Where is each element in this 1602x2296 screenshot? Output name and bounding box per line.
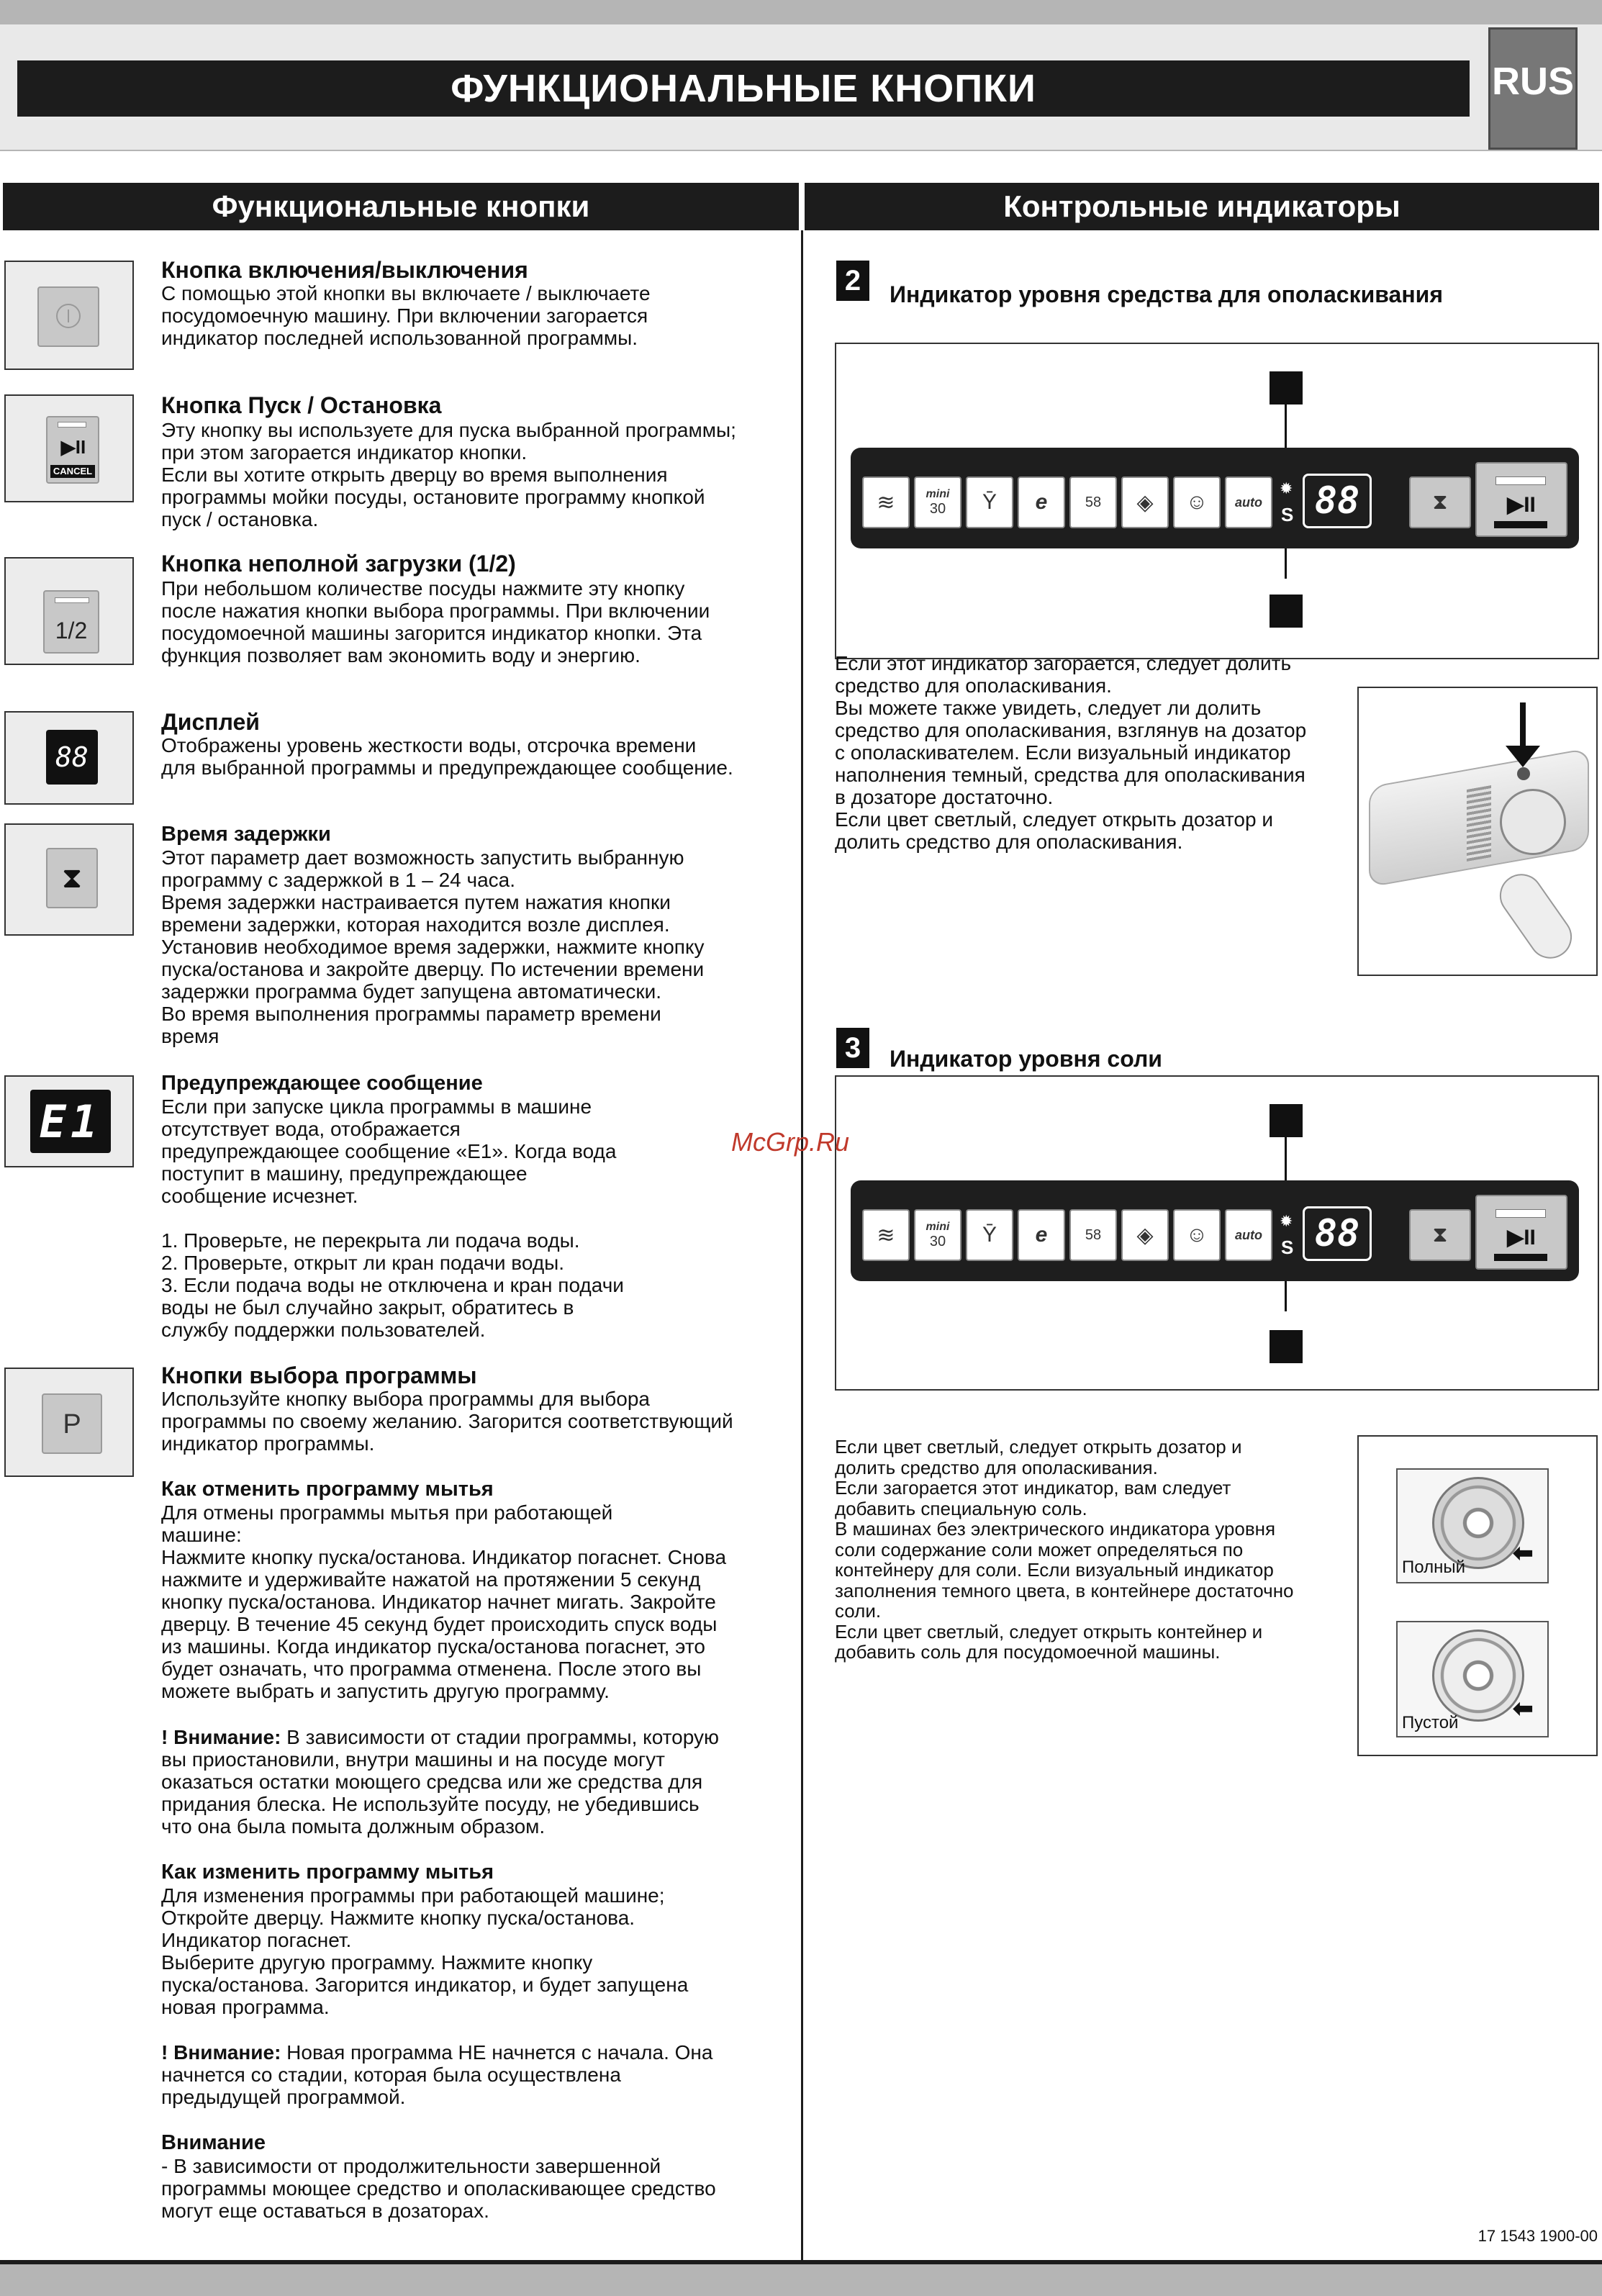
prewash-program-icon[interactable]: ≋ bbox=[862, 1209, 910, 1261]
display-text: Отображены уровень жесткости воды, отсрочка времени для выбранной программы и предупреждающее сообщение. bbox=[161, 734, 733, 779]
cancel-program-text: Для отмены программы мытья при работающей машине: Нажмите кнопку пуска/останова. Индикатор погаснет. Снова нажмите и удерживайте нажатой на протяжении 5 секунд кнопку пуска/останова. Индикатор начнет мигать. Закройте дверцу. В течение 45 секунд будет происходить спуск воды из машины. Когда индикатор пуска/останова погаснет, это будет означать, что программа отменена. После этого вы можете выбрать и запустить другую программу. bbox=[161, 1501, 727, 1702]
warning-steps: 1. Проверьте, не перекрыта ли подача воды. 2. Проверьте, открыт ли кран подачи воды. 3. Если подача воды не отключена и кран подачи воды не был случайно закрыт, обратитесь в службу поддержки пользователей. bbox=[161, 1229, 624, 1341]
t58-program-icon[interactable]: 58 bbox=[1069, 476, 1117, 528]
language-label: RUS bbox=[1491, 60, 1574, 103]
change-program-title: Как изменить программу мытья bbox=[161, 1861, 494, 1884]
mini-program-icon[interactable]: mini 30 bbox=[914, 476, 961, 528]
note-title: Внимание bbox=[161, 2131, 266, 2154]
rinse-dispenser-illustration bbox=[1357, 687, 1598, 976]
start-panel-button[interactable] bbox=[1475, 1195, 1567, 1270]
rinse-title: Индикатор уровня средства для ополаскивания bbox=[890, 281, 1443, 307]
delay-button-illustration bbox=[4, 823, 134, 936]
note-text: - В зависимости от продолжительности завершенной программы моющее средство и ополаскивающее средство могут еще оставаться в дозаторах. bbox=[161, 2155, 716, 2222]
attention-label-1: ! Внимание: bbox=[161, 1726, 281, 1748]
watermark: McGrp.Ru bbox=[731, 1127, 850, 1157]
salt-empty-label: Пустой bbox=[1402, 1713, 1459, 1732]
program-text: Используйте кнопку выбора программы для выбора программы по своему желанию. Загорится соответствующий индикатор программы. bbox=[161, 1388, 733, 1455]
power-icon bbox=[56, 304, 81, 328]
salt-container-illustration bbox=[1357, 1435, 1598, 1756]
play-pause-icon: ▶II bbox=[1507, 1226, 1536, 1249]
salt-full-label: Полный bbox=[1402, 1558, 1465, 1577]
attention-note-2 bbox=[161, 2041, 802, 2108]
power-button-illustration bbox=[4, 261, 134, 370]
attention-text-1: В зависимости от стадии программы, которую вы приостановили, внутри машины и на посуде могут оказаться остатки моющего средсва или же средства для придания блеска. Не используйте посуду, не убедившись что она была помыта должным образом. bbox=[161, 1726, 720, 1838]
start-panel-button[interactable] bbox=[1475, 462, 1567, 537]
half-load-label: 1/2 bbox=[55, 618, 88, 643]
rinse-marker-bottom bbox=[1270, 595, 1303, 628]
delay-panel-button[interactable]: ⧗ bbox=[1409, 1209, 1471, 1261]
warning-text: Если при запуске цикла программы в машине отсутствует вода, отображается предупреждающее сообщение «E1». Когда вода поступит в машину, предупреждающее сообщение исчезнет. bbox=[161, 1095, 617, 1207]
right-section-title: Контрольные индикаторы bbox=[805, 183, 1599, 230]
warning-display-illustration bbox=[4, 1075, 134, 1167]
start-title: Кнопка Пуск / Остановка bbox=[161, 392, 442, 418]
salt-indicator-icon: S bbox=[1281, 504, 1294, 525]
hourglass-icon: ⧗ bbox=[61, 862, 83, 894]
salt-marker-top bbox=[1270, 1104, 1303, 1137]
bottom-gray-bar bbox=[0, 2264, 1602, 2296]
panel-display: 88 bbox=[1303, 1206, 1372, 1261]
program-title: Кнопки выбора программы bbox=[161, 1362, 477, 1388]
cancel-label: CANCEL bbox=[50, 465, 95, 478]
power-text: С помощью этой кнопки вы включаете / выключаете посудомоечную машину. При включении загорается индикатор последней использованной программы. bbox=[161, 282, 651, 349]
program-button-illustration bbox=[4, 1368, 134, 1477]
half-load-text: При небольшом количестве посуды нажмите эту кнопку после нажатия кнопки выбора программы. При включении посудомоечной машины загорится индикатор кнопки. Эта функция позволяет вам экономить воду и энергию. bbox=[161, 577, 710, 666]
rinse-text: Если этот индикатор загорается, следует долить средство для ополаскивания. Вы можете также увидеть, следует ли долить средство для ополаскивания, взглянув на дозатор с ополаскивателем. Если визуальный индикатор наполнения темный, средства для ополаскивания в дозаторе достаточно. Если цвет светлый, следует открыть дозатор и долить средство для ополаскивания. bbox=[835, 652, 1307, 853]
delay-title: Время задержки bbox=[161, 823, 331, 846]
glass-program-icon[interactable]: Ῡ bbox=[966, 1209, 1013, 1261]
salt-indicator-icon: S bbox=[1281, 1237, 1294, 1258]
salt-text: Если цвет светлый, следует открыть дозатор и долить средство для ополаскивания. Если загорается этот индикатор, вам следует добавить специальную соль. В машинах без электрического индикатора уровня соли содержание соли может определяться по контейнеру для соли. Если визуальный индикатор заполнения темного цвета, в контейнере достаточно соли. Если цвет светлый, следует открыть контейнер и добавить соль для посудомоечной машины. bbox=[835, 1436, 1294, 1663]
attention-text-2: Новая программа НЕ начнется с начала. Она начнется со стадии, которая была осуществлена предыдущей программой. bbox=[161, 2041, 713, 2108]
mini-program-icon[interactable]: mini 30 bbox=[914, 1209, 961, 1261]
intensive-program-icon[interactable]: ◈ bbox=[1121, 1209, 1169, 1261]
auto-program-icon[interactable]: auto bbox=[1225, 476, 1272, 528]
delay-text: Этот параметр дает возможность запустить выбранную программу с задержкой в 1 – 24 часа. Время задержки настраивается путем нажатия кнопки времени задержки, которая находится возле дисплея. Установив необходимое время задержки, нажмите кнопку пуска/останова и закройте дверцу. По истечении времени задержки программа будет запущена автоматически. Во время выполнения программы параметр времени время bbox=[161, 846, 705, 1047]
page-title: ФУНКЦИОНАЛЬНЫЕ КНОПКИ bbox=[17, 60, 1470, 117]
arrow-icon: ⬅ bbox=[1513, 1695, 1534, 1722]
power-title: Кнопка включения/выключения bbox=[161, 257, 528, 283]
section-number-3: 3 bbox=[836, 1028, 869, 1068]
play-pause-icon: ▶II bbox=[1507, 493, 1536, 517]
glass-program-icon[interactable]: Ῡ bbox=[966, 476, 1013, 528]
rinse-indicator-icon: ✹ bbox=[1280, 479, 1293, 497]
control-panel bbox=[851, 448, 1579, 548]
eco-program-icon[interactable]: e bbox=[1018, 1209, 1065, 1261]
left-section-title: Функциональные кнопки bbox=[3, 183, 799, 230]
rinse-indicator-icon: ✹ bbox=[1280, 1212, 1293, 1230]
baby-program-icon[interactable]: ☺ bbox=[1173, 1209, 1221, 1261]
t58-program-icon[interactable]: 58 bbox=[1069, 1209, 1117, 1261]
panel-display: 88 bbox=[1303, 474, 1372, 528]
half-load-title: Кнопка неполной загрузки (1/2) bbox=[161, 551, 516, 577]
eco-program-icon[interactable]: e bbox=[1018, 476, 1065, 528]
attention-note-1 bbox=[161, 1726, 802, 1838]
attention-label-2: ! Внимание: bbox=[161, 2041, 281, 2064]
auto-program-icon[interactable]: auto bbox=[1225, 1209, 1272, 1261]
start-button-illustration bbox=[4, 394, 134, 502]
change-program-text: Для изменения программы при работающей машине; Откройте дверцу. Нажмите кнопку пуска/останова. Индикатор погаснет. Выберите другую программу. Нажмите кнопку пуска/останова. Загорится индикатор, и будет запущена новая программа. bbox=[161, 1884, 689, 2018]
indicator-arrow bbox=[1520, 702, 1526, 750]
play-pause-icon: ▶II bbox=[60, 436, 86, 458]
delay-panel-button[interactable]: ⧗ bbox=[1409, 476, 1471, 528]
salt-marker-bottom bbox=[1270, 1330, 1303, 1363]
arrow-icon: ⬅ bbox=[1513, 1540, 1534, 1567]
error-code-display: E1 bbox=[30, 1090, 111, 1153]
baby-program-icon[interactable]: ☺ bbox=[1173, 476, 1221, 528]
start-text: Эту кнопку вы используете для пуска выбранной программы; при этом загорается индикатор кнопки. Если вы хотите открыть дверцу во время выполнения программы мойки посуды, остановите программу кнопкой пуск / остановка. bbox=[161, 419, 736, 530]
salt-empty-panel bbox=[1396, 1621, 1549, 1737]
intensive-program-icon[interactable]: ◈ bbox=[1121, 476, 1169, 528]
salt-panel-frame bbox=[835, 1075, 1599, 1391]
rinse-marker-top bbox=[1270, 371, 1303, 404]
rinse-panel-frame bbox=[835, 343, 1599, 659]
top-gray-bar bbox=[0, 0, 1602, 24]
display-title: Дисплей bbox=[161, 709, 260, 735]
warning-title: Предупреждающее сообщение bbox=[161, 1072, 483, 1095]
program-label: P bbox=[63, 1409, 81, 1439]
display-illustration bbox=[4, 711, 134, 805]
document-code: 17 1543 1900-00 bbox=[1477, 2227, 1598, 2245]
salt-full-panel bbox=[1396, 1468, 1549, 1583]
salt-title: Индикатор уровня соли bbox=[890, 1046, 1162, 1072]
half-load-button-illustration bbox=[4, 557, 134, 665]
display-digits: 88 bbox=[46, 730, 98, 785]
cancel-program-title: Как отменить программу мытья bbox=[161, 1478, 494, 1501]
prewash-program-icon[interactable]: ≋ bbox=[862, 476, 910, 528]
section-number-2: 2 bbox=[836, 261, 869, 301]
control-panel bbox=[851, 1180, 1579, 1281]
finger-icon bbox=[1491, 866, 1580, 967]
